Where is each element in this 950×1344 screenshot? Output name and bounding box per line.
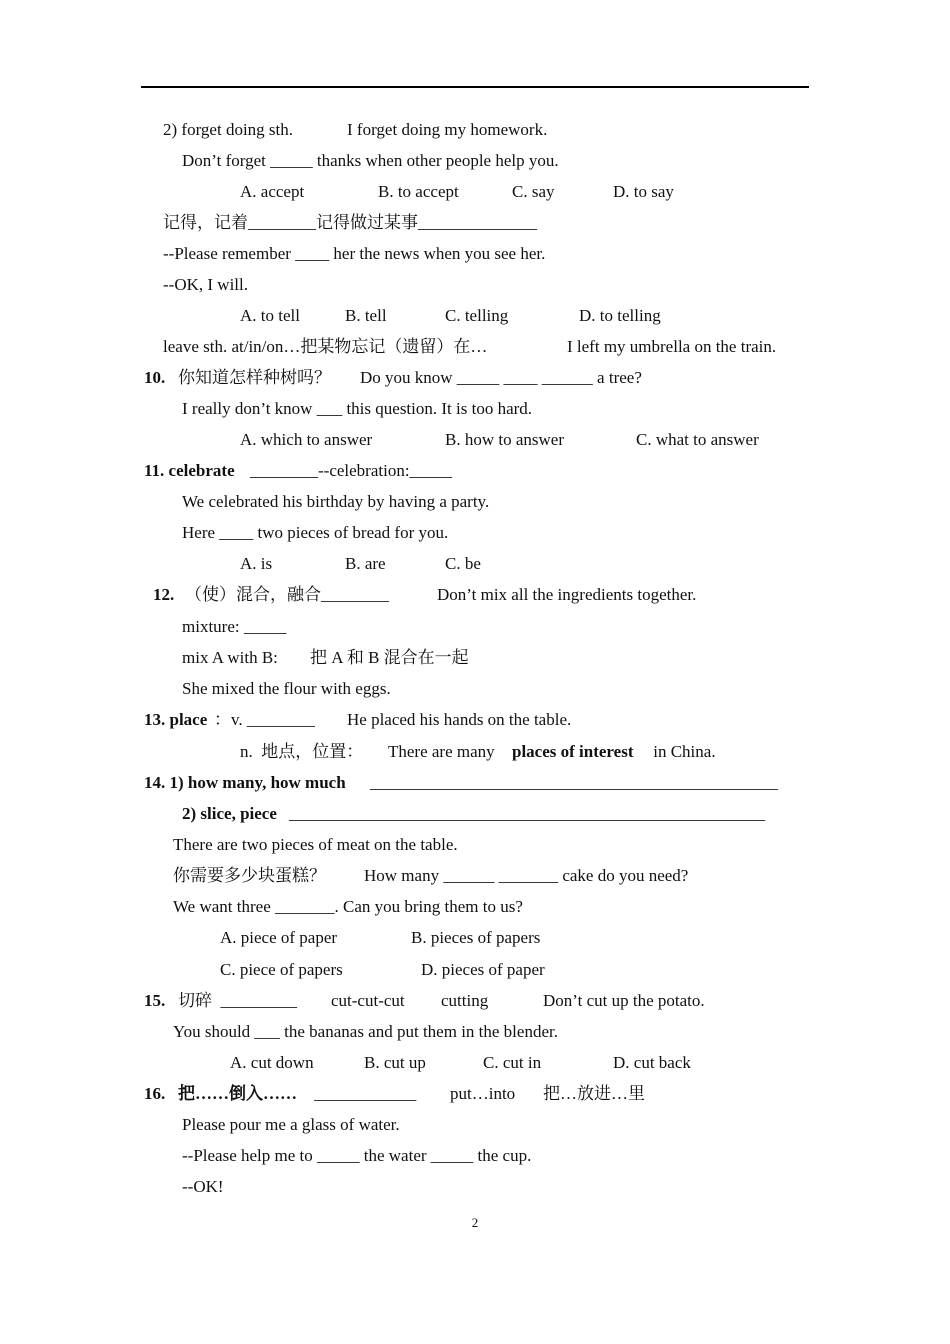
text-line: He placed his hands on the table. xyxy=(347,710,572,729)
option: A. which to answer xyxy=(240,430,373,449)
item-heading: 13. place xyxy=(144,710,208,729)
text-line: cutting xyxy=(441,991,489,1010)
option: C. say xyxy=(512,182,555,201)
text-line: I forget doing my homework. xyxy=(347,120,548,139)
text-line: --Please help me to _____ the water _____ the cup. xyxy=(182,1146,532,1165)
option: C. what to answer xyxy=(636,430,759,449)
option: B. pieces of papers xyxy=(411,928,541,947)
answer-blank: ________________________________________________________ xyxy=(289,804,765,823)
option: B. are xyxy=(345,554,386,573)
text-line: 2) forget doing sth. xyxy=(163,120,294,139)
option: C. piece of papers xyxy=(220,960,343,979)
text-line: There are two pieces of meat on the table. xyxy=(173,835,458,854)
text-line: Don’t mix all the ingredients together. xyxy=(437,585,697,604)
option: B. to accept xyxy=(378,182,459,201)
option: A. to tell xyxy=(240,306,300,325)
item-number: 12. xyxy=(153,585,175,604)
item-number: 15. xyxy=(144,991,166,1010)
text-line: （使）混合，融合________ xyxy=(185,585,389,604)
text-line: 把 A 和 B 混合在一起 xyxy=(310,648,469,667)
text-line: in China. xyxy=(649,742,716,761)
text-line: We want three _______. Can you bring them to us? xyxy=(173,897,523,916)
item-heading: 14. 1) how many, how much xyxy=(144,773,346,792)
page-number: 2 xyxy=(471,1215,479,1230)
text-line: She mixed the flour with eggs. xyxy=(182,679,391,698)
text-line: --OK! xyxy=(182,1177,224,1196)
text-line: put…into xyxy=(450,1084,516,1103)
text-line: There are many xyxy=(388,742,499,761)
option: D. to telling xyxy=(579,306,661,325)
text-line: ：v. ________ xyxy=(214,710,315,729)
text-line: 把…放进…里 xyxy=(543,1084,645,1103)
option: D. cut back xyxy=(613,1053,691,1072)
text-line: n. 地点，位置： xyxy=(240,742,364,761)
text-line: 你知道怎样种树吗？ xyxy=(178,368,331,387)
text-line: mixture: _____ xyxy=(182,617,287,636)
answer-blank: ____________ xyxy=(310,1084,417,1103)
emphasis-text: places of interest xyxy=(512,742,634,761)
text-line: leave sth. at/in/on…把某物忘记（遗留）在… xyxy=(163,337,488,356)
item-heading: 2) slice, piece xyxy=(182,804,277,823)
text-line: --OK, I will. xyxy=(163,275,248,294)
text-line: mix A with B: xyxy=(182,648,278,667)
text-line: 切碎 _________ xyxy=(178,991,297,1010)
text-line: 你需要多少块蛋糕？ xyxy=(173,866,326,885)
text-line: We celebrated his birthday by having a party. xyxy=(182,492,490,511)
option: A. accept xyxy=(240,182,305,201)
text-line: cut-cut-cut xyxy=(331,991,405,1010)
option: B. cut up xyxy=(364,1053,426,1072)
text-line: ________--celebration:_____ xyxy=(250,461,453,480)
text-line: Don’t cut up the potato. xyxy=(543,991,705,1010)
text-line: 记得，记着________记得做过某事______________ xyxy=(163,213,537,232)
text-line: Please pour me a glass of water. xyxy=(182,1115,400,1134)
option: C. cut in xyxy=(483,1053,542,1072)
option: B. how to answer xyxy=(445,430,564,449)
text-line: How many ______ _______ cake do you need? xyxy=(364,866,689,885)
option: A. is xyxy=(240,554,273,573)
option: D. pieces of paper xyxy=(421,960,545,979)
option: A. cut down xyxy=(230,1053,314,1072)
answer-blank: ________________________________________________ xyxy=(370,773,778,792)
item-heading: 11. celebrate xyxy=(144,461,235,480)
text-line: I really don’t know ___ this question. It is too hard. xyxy=(182,399,533,418)
option: C. be xyxy=(445,554,481,573)
text-line: Here ____ two pieces of bread for you. xyxy=(182,523,449,542)
text-line: Do you know _____ ____ ______ a tree? xyxy=(360,368,642,387)
text-line: Don’t forget _____ thanks when other people help you. xyxy=(182,151,559,170)
text-line: --Please remember ____ her the news when you see her. xyxy=(163,244,546,263)
text-line: I left my umbrella on the train. xyxy=(567,337,777,356)
text-line: You should ___ the bananas and put them in the blender. xyxy=(173,1022,558,1041)
header-rule xyxy=(141,86,809,88)
option: C. telling xyxy=(445,306,509,325)
item-heading: 把……倒入…… xyxy=(178,1084,297,1103)
option: B. tell xyxy=(345,306,387,325)
option: D. to say xyxy=(613,182,674,201)
option: A. piece of paper xyxy=(220,928,338,947)
item-number: 16. xyxy=(144,1084,166,1103)
item-number: 10. xyxy=(144,368,166,387)
